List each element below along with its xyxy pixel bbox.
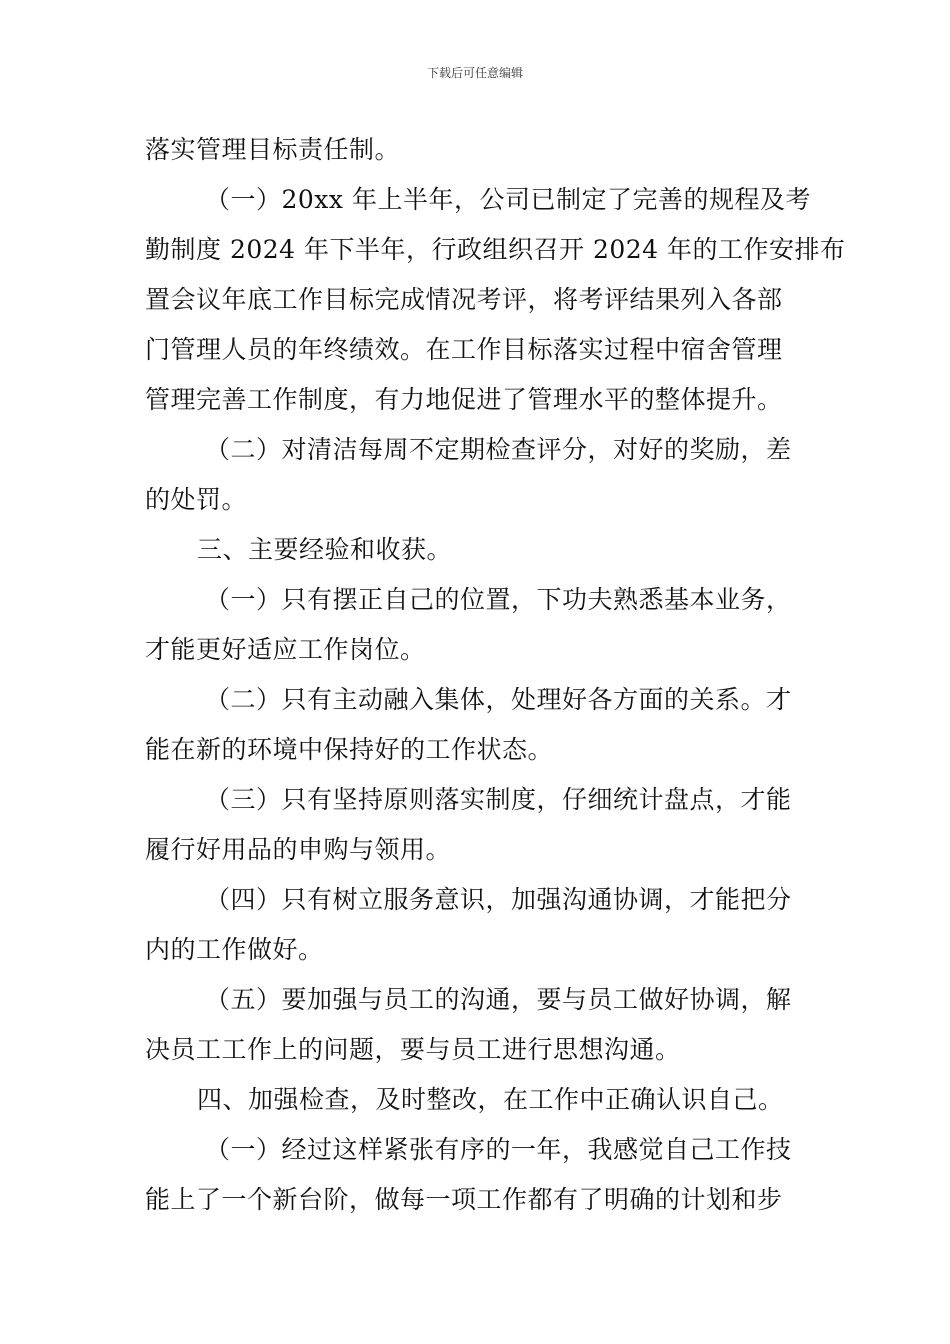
text-line: 四、加强检查，及时整改，在工作中正确认识自己。 xyxy=(197,1085,784,1114)
text-line: 才能更好适应工作岗位。 xyxy=(145,635,426,664)
text-line: （一）20xx 年上半年，公司已制定了完善的规程及考 xyxy=(205,185,811,214)
text-line: 勤制度 2024 年下半年，行政组织召开 2024 年的工作安排布 xyxy=(145,235,846,264)
text-line: 管理完善工作制度，有力地促进了管理水平的整体提升。 xyxy=(145,385,783,414)
text-line: （一）经过这样紧张有序的一年，我感觉自己工作技 xyxy=(205,1135,792,1164)
text-line: 内的工作做好。 xyxy=(145,935,324,964)
text-line: （二）只有主动融入集体，处理好各方面的关系。才 xyxy=(205,685,792,714)
text-line: 置会议年底工作目标完成情况考评，将考评结果列入各部 xyxy=(145,285,783,314)
text-line: （四）只有树立服务意识，加强沟通协调，才能把分 xyxy=(205,885,792,914)
text-line: 三、主要经验和收获。 xyxy=(197,535,453,564)
text-line: 履行好用品的申购与领用。 xyxy=(145,835,452,864)
text-line: 门管理人员的年终绩效。在工作目标落实过程中宿舍管理 xyxy=(145,335,783,364)
page-header-note: 下载后可任意编辑 xyxy=(426,66,523,80)
text-line: 决员工工作上的问题，要与员工进行思想沟通。 xyxy=(145,1035,681,1064)
text-line: 的处罚。 xyxy=(145,485,248,514)
text-line: 落实管理目标责任制。 xyxy=(145,135,401,164)
text-line: 能上了一个新台阶，做每一项工作都有了明确的计划和步 xyxy=(145,1185,783,1214)
text-line: 能在新的环境中保持好的工作状态。 xyxy=(145,735,554,764)
text-line: （三）只有坚持原则落实制度，仔细统计盘点，才能 xyxy=(205,785,792,814)
text-line: （一）只有摆正自己的位置，下功夫熟悉基本业务， xyxy=(205,585,792,614)
document-body xyxy=(145,125,846,1225)
text-line: （二）对清洁每周不定期检查评分，对好的奖励，差 xyxy=(205,435,792,464)
text-line: （五）要加强与员工的沟通，要与员工做好协调，解 xyxy=(205,985,792,1014)
